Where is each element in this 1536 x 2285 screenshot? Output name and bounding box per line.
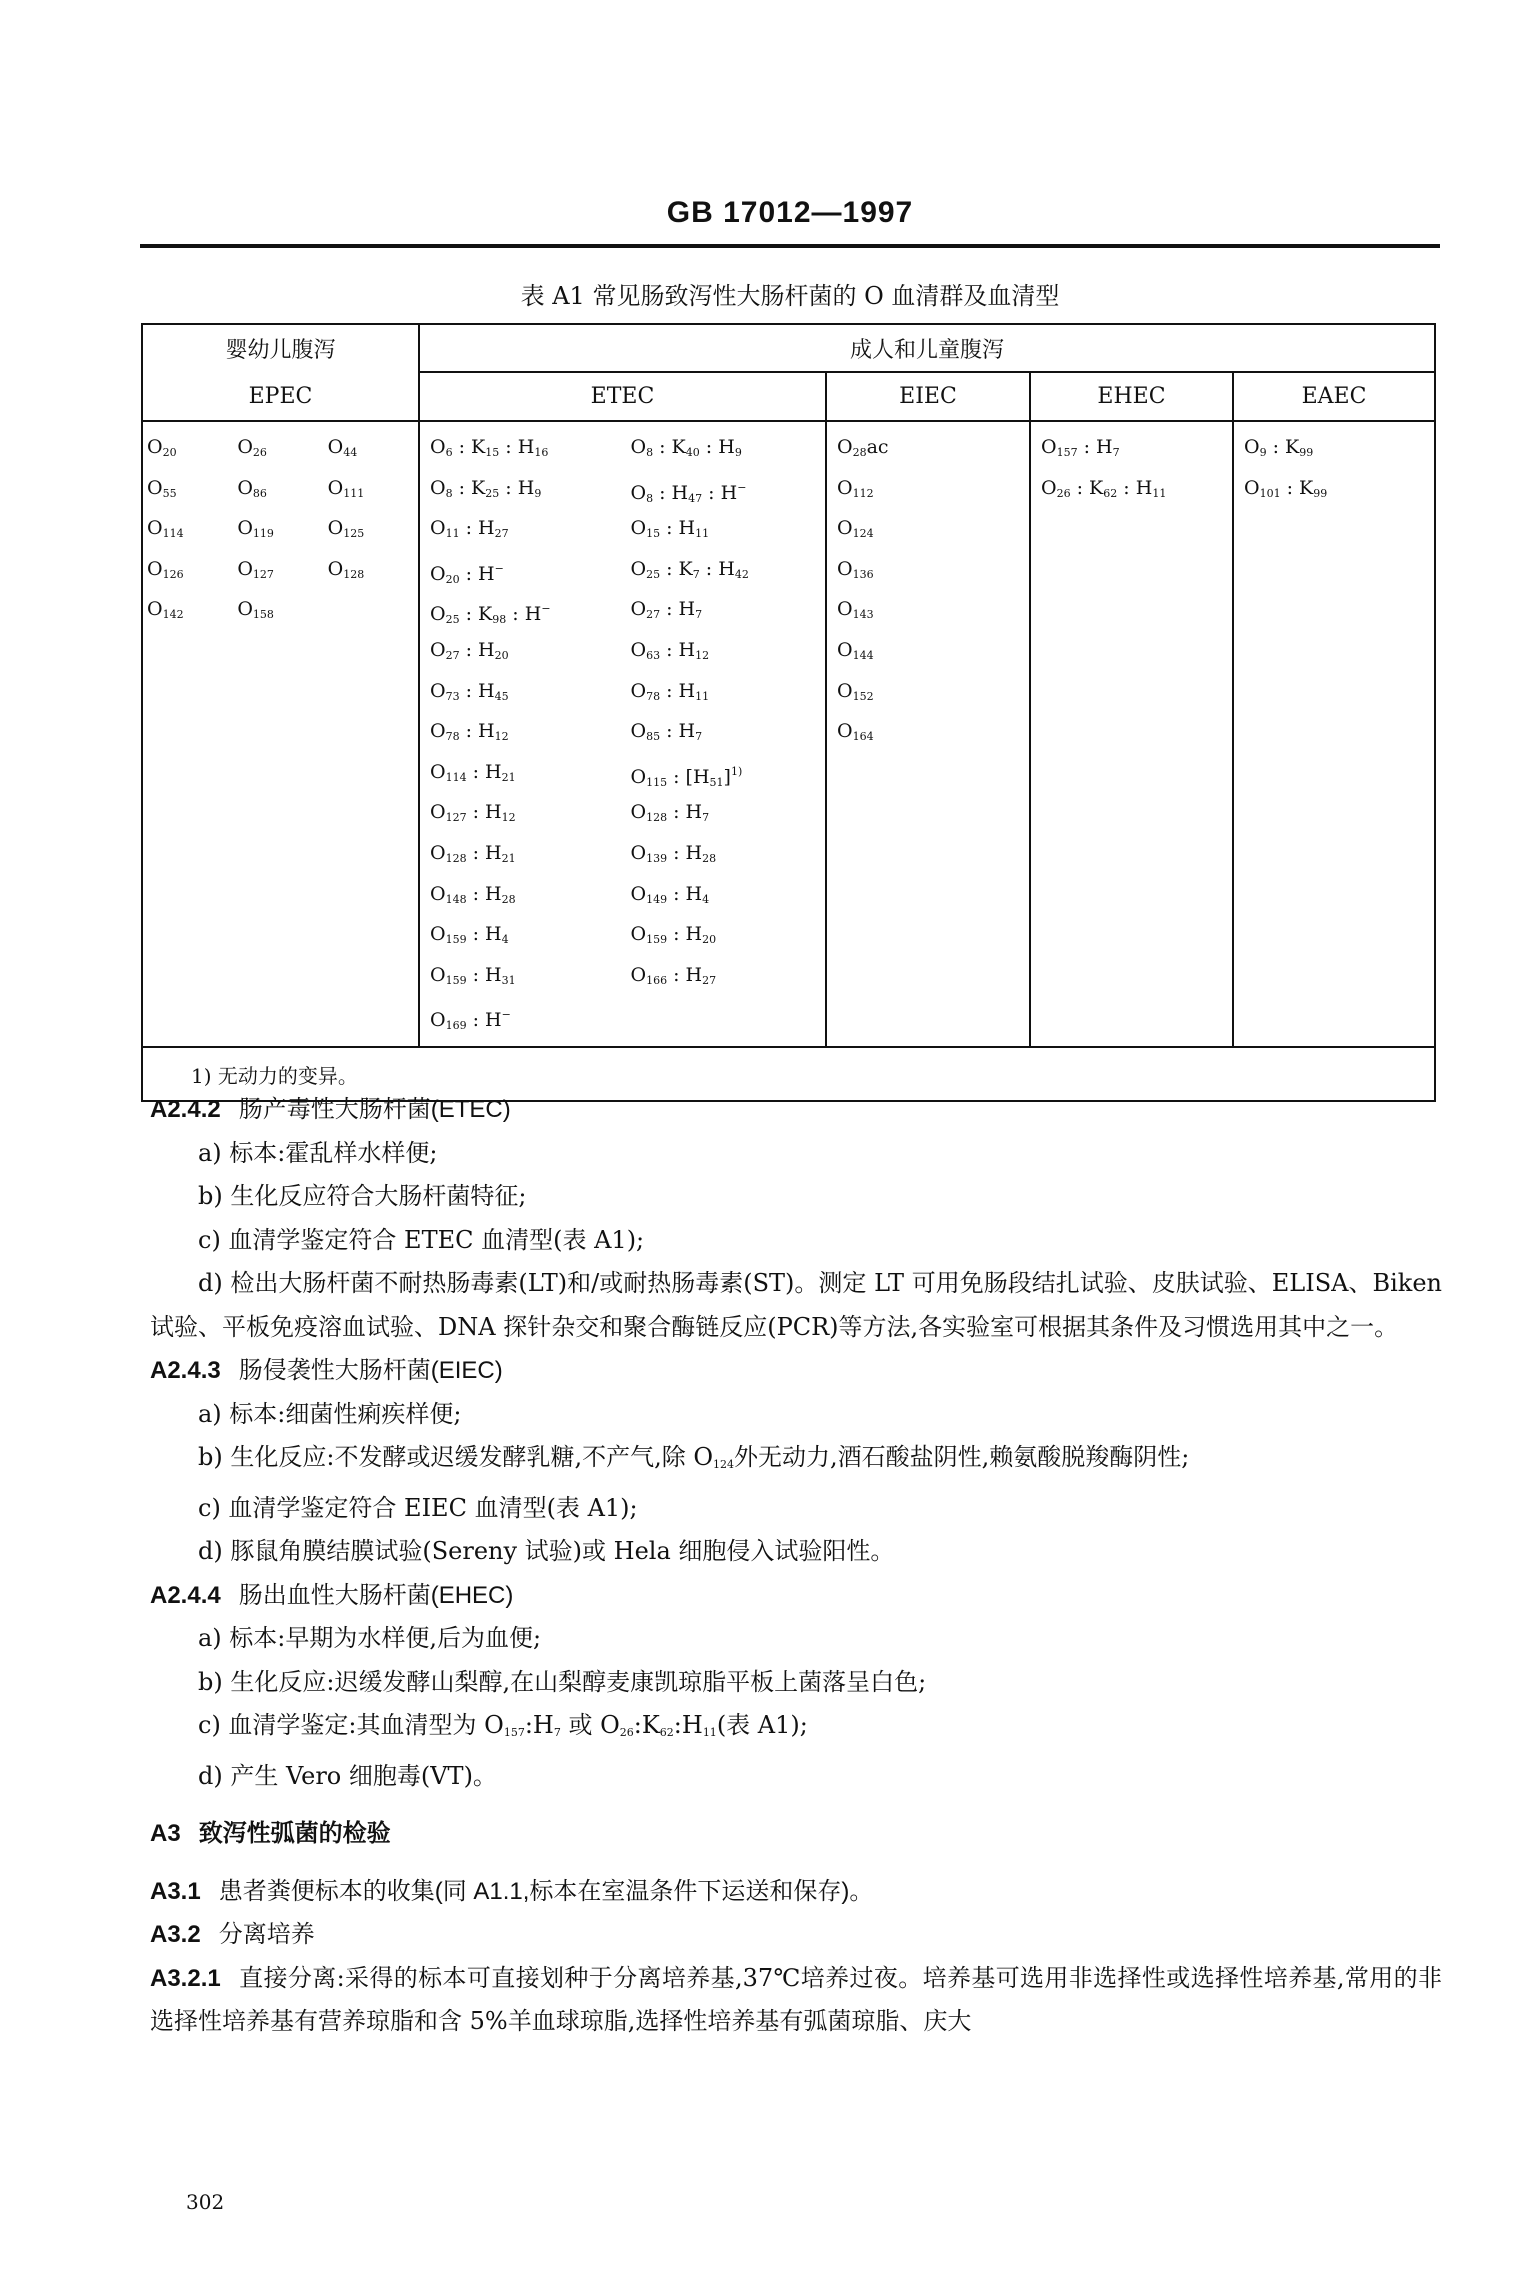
serotype-value [625,996,826,1037]
table-row [147,509,418,550]
serotype-value: $O_{25}$ : $K_7$ : $H_{42}$ [630,557,749,581]
section-title: 肠侵袭性大肠杆菌(EIEC) [238,1357,503,1384]
section-number: A2.4.3 [150,1357,221,1384]
epec-cell [142,421,419,1047]
page-number: 302 [186,2190,225,2214]
serotype-value: $O_{111}$ [327,476,365,500]
list-item: d) 豚鼠角膜结膜试验(Sereny 试验)或 Hela 细胞侵入试验阳性。 [198,1537,895,1565]
table-row [424,631,825,672]
serotype-value: $O_8$ : $H_{47}$ : H− [630,480,747,505]
serotype-value [328,590,418,631]
table-row [424,875,825,916]
column-header-etec: ETEC [419,372,826,421]
group-header-adult-child: 成人和儿童腹泻 [419,324,1435,372]
serotype-value: $O_{115}$ : $[H_{51}]^{1)}$ [630,764,743,789]
section-heading-a242 [150,1088,1442,1132]
serotype-value: $O_{126}$ [147,557,184,581]
ehec-cell [1030,421,1233,1047]
table-row [424,590,825,631]
body-text [150,1088,1442,2044]
section-heading-a243 [150,1349,1442,1393]
table-row [424,793,825,834]
table-row [831,469,1029,510]
serotype-value: $O_{25}$ : $K_{98}$ : H− [430,602,551,627]
serotype-value: $O_{166}$ : $H_{27}$ [630,963,717,987]
serotype-value: $O_{63}$ : $H_{12}$ [630,638,710,662]
section-a32 [150,1913,1442,1957]
table-row [831,631,1029,672]
serotype-value: $O_{78}$ : $H_{11}$ [630,679,710,703]
section-text: 直接分离:采得的标本可直接划种于分离培养基,37℃培养过夜。培养基可选用非选择性或选择性培养基,常用的非选择性培养基有营养琼脂和含 5%羊血球琼脂,选择性培养基有弧菌琼脂、庆大 [150,1963,1442,2035]
section-number: A2.4.4 [150,1581,221,1609]
section-heading-a3 [150,1812,1442,1856]
table-caption: 表 A1 常见肠致泻性大肠杆菌的 O 血清群及血清型 [520,282,1060,310]
section-text: 分离培养 [218,1921,315,1948]
table-row [831,590,1029,631]
table-row [424,550,825,591]
serotype-value: $O_{143}$ [837,598,874,622]
serotype-value: $O_{159}$ : $H_4$ [430,923,509,947]
table-row [424,956,825,997]
table-row [831,428,1029,469]
list-item: b) 生化反应符合大肠杆菌特征; [198,1182,527,1210]
table-row [1035,469,1232,510]
serotype-value: $O_{26}$ [237,436,267,459]
serotype-value: $O_{26}$ : $K_{62}$ : $H_{11}$ [1041,476,1167,500]
serotype-value: $O_{144}$ [837,638,874,662]
section-heading-a244 [150,1574,1442,1618]
serotype-value: $O_{127}$ : $H_{12}$ [430,801,516,825]
serotype-value: $O_{78}$ : $H_{12}$ [430,720,509,744]
section-title: 肠产毒性大肠杆菌(ETEC) [238,1096,511,1123]
table-row [831,712,1029,753]
serotype-value: $O_{149}$ : $H_4$ [630,882,710,906]
list-item: b) 生化反应:迟缓发酵山梨醇,在山梨醇麦康凯琼脂平板上菌落呈白色; [198,1667,927,1696]
eaec-serotype-list [1234,422,1434,515]
table-row [147,469,418,510]
column-header-eiec: EIEC [826,372,1030,421]
list-item: c) 血清学鉴定符合 EIEC 血清型(表 A1); [198,1493,638,1522]
serotype-value: $O_{15}$ : $H_{11}$ [630,517,710,541]
section-a31 [150,1870,1442,1914]
table-row [147,550,418,591]
table-row [831,672,1029,713]
section-number: A3.2 [150,1921,201,1948]
table-row [147,428,418,469]
serotype-value: $O_{112}$ [837,476,874,500]
serotype-value: $O_{114}$ : $H_{21}$ [430,760,516,784]
epec-serotype-list [143,422,418,637]
eiec-cell [826,421,1030,1047]
serotype-value: $O_{55}$ [147,476,177,500]
table-row [424,509,825,550]
list-item: a) 标本:细菌性痢疾样便; [198,1399,462,1428]
table-row [424,915,825,956]
serotype-value: $O_{27}$ : $H_7$ [630,598,703,622]
section-title: 肠出血性大肠杆菌(EHEC) [238,1581,514,1609]
list-item: b) 生化反应:不发酵或迟缓发酵乳糖,不产气,除 $O_{124}$外无动力,酒石酸盐阴性,赖氨酸脱羧酶阴性; [198,1443,1190,1471]
table-row [1035,428,1232,469]
serotype-value: $O_{139}$ : $H_{28}$ [630,841,717,865]
serotype-value: $O_8$ : $K_{40}$ : $H_9$ [630,436,742,459]
section-text: 患者粪便标本的收集(同 A1.1,标本在室温条件下运送和保存)。 [218,1877,874,1905]
serotype-value: $O_{44}$ [327,436,358,459]
section-number: A2.4.2 [150,1096,221,1123]
serotype-value: $O_{124}$ [837,517,874,541]
serotype-value: $O_{136}$ [837,557,874,581]
serotype-value: $O_{158}$ [237,598,274,622]
section-a321 [150,1957,1442,2044]
serotype-value: $O_6$ : $K_{15}$ : $H_{16}$ [430,436,549,459]
column-header-epec: EPEC [142,372,419,421]
ehec-serotype-list [1031,422,1232,515]
column-header-ehec: EHEC [1030,372,1233,421]
serotype-value: $O_{148}$ : $H_{28}$ [430,882,516,906]
serotype-value: $O_{128}$ : $H_{21}$ [430,841,516,865]
table-row [424,753,825,794]
serotype-value: $O_{169}$ : H− [430,1008,511,1033]
eaec-cell [1233,421,1435,1047]
serotype-value: $O_{128}$ : $H_7$ [630,801,710,825]
serotype-value: $O_{159}$ : $H_{31}$ [430,963,516,987]
etec-serotype-list [420,422,825,1043]
serotype-value: $O_{101}$ : $K_{99}$ [1244,476,1328,500]
serotype-value: $O_{142}$ [147,598,184,622]
serotype-value: $O_{114}$ [147,517,184,541]
table-row [147,590,418,631]
serotype-value: $O_{27}$ : $H_{20}$ [430,638,509,662]
list-item: c) 血清学鉴定符合 ETEC 血清型(表 A1); [198,1225,645,1254]
table-footnote: 1) 无动力的变异。 [142,1047,1435,1101]
serotype-value: $O_{125}$ [327,517,365,541]
table-row [424,469,825,510]
table-row [1238,469,1434,510]
column-header-eaec: EAEC [1233,372,1435,421]
serotype-value: $O_{11}$ : $H_{27}$ [430,517,509,541]
serotype-value: $O_{28}ac$ [837,436,889,459]
serotype-value: $O_{164}$ [837,720,874,744]
serotype-value: $O_{20}$ [147,436,177,459]
serotype-value: $O_8$ : $K_{25}$ : $H_9$ [430,476,542,500]
serotype-value: $O_{128}$ [327,557,365,581]
table-row [424,712,825,753]
section-title: 致泻性弧菌的检验 [198,1820,391,1847]
serotype-value: $O_{86}$ [237,476,267,500]
list-item: d) 产生 Vero 细胞毒(VT)。 [198,1761,497,1790]
list-item: d) 检出大肠杆菌不耐热肠毒素(LT)和/或耐热肠毒素(ST)。测定 LT 可用免肠段结扎试验、皮肤试验、ELISA、Biken 试验、平板免疫溶血试验、DNA 探针杂交和聚合酶链反应(PCR)等方法,各实验室可根据其条件及习惯选用其中之一。 [150,1269,1442,1341]
table-row [1238,428,1434,469]
table-row [424,996,825,1037]
header-rule [140,244,1440,248]
group-header-infant: 婴幼儿腹泻 [142,324,419,372]
serotype-value: $O_{159}$ : $H_{20}$ [630,923,717,947]
standard-code-header: GB 17012—1997 [666,196,914,229]
serotype-value: $O_{157}$ : $H_7$ [1041,436,1120,459]
table-row [831,509,1029,550]
eiec-serotype-list [827,422,1029,759]
list-item: a) 标本:霍乱样水样便; [198,1138,438,1167]
list-item: c) 血清学鉴定:其血清型为 $O_{157}:H_7$ 或 $O_{26}:K_{62}:H_{11}$(表 A1); [198,1711,808,1739]
list-item: a) 标本:早期为水样便,后为血便; [198,1624,542,1652]
table-row [424,834,825,875]
serotype-table [141,323,1436,1102]
section-number: A3.2.1 [150,1964,221,1992]
serotype-value: $O_{152}$ [837,679,874,703]
section-number: A3 [150,1820,181,1847]
table-row [831,550,1029,591]
etec-cell [419,421,826,1047]
table-row [424,672,825,713]
serotype-value: $O_{20}$ : H− [430,561,504,586]
section-number: A3.1 [150,1877,201,1905]
serotype-value: $O_{85}$ : $H_7$ [630,720,703,744]
table-row [424,428,825,469]
serotype-value: $O_9$ : $K_{99}$ [1244,436,1314,459]
serotype-value: $O_{119}$ [237,517,274,541]
serotype-value: $O_{127}$ [237,557,274,581]
serotype-value: $O_{73}$ : $H_{45}$ [430,679,509,703]
